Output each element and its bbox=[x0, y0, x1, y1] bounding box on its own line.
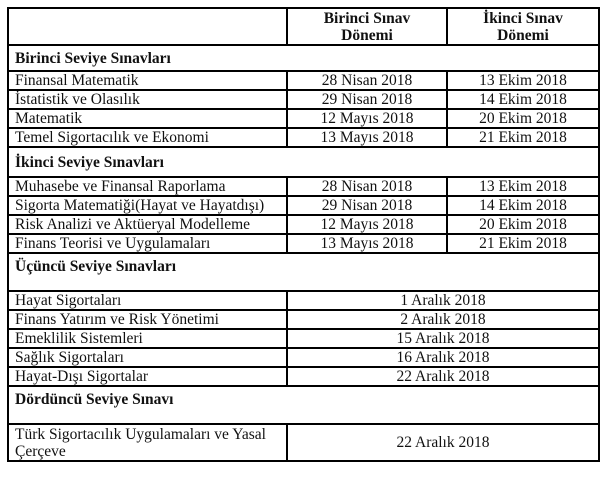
exam-name: Finans Teorisi ve Uygulamaları bbox=[8, 234, 287, 253]
table-row bbox=[8, 367, 599, 386]
section-header-row bbox=[8, 147, 599, 177]
exam-name: Emeklilik Sistemleri bbox=[8, 329, 287, 348]
exam-date: 22 Aralık 2018 bbox=[287, 424, 599, 461]
exam-name: Temel Sigortacılık ve Ekonomi bbox=[8, 128, 287, 147]
table-row bbox=[8, 90, 599, 109]
second-period-date: 20 Ekim 2018 bbox=[447, 215, 599, 234]
table-row bbox=[8, 177, 599, 196]
table-row bbox=[8, 291, 599, 310]
table-row bbox=[8, 196, 599, 215]
second-period-date: 13 Ekim 2018 bbox=[447, 71, 599, 90]
first-period-date: 28 Nisan 2018 bbox=[287, 177, 447, 196]
exam-date: 2 Aralık 2018 bbox=[287, 310, 599, 329]
exam-name: Matematik bbox=[8, 109, 287, 128]
exam-date: 15 Aralık 2018 bbox=[287, 329, 599, 348]
exam-name: Risk Analizi ve Aktüeryal Modelleme bbox=[8, 215, 287, 234]
section-title: Dördüncü Seviye Sınavı bbox=[8, 386, 599, 424]
exam-schedule-table bbox=[7, 7, 600, 462]
section-header-row bbox=[8, 253, 599, 291]
first-period-date: 13 Mayıs 2018 bbox=[287, 234, 447, 253]
table-row bbox=[8, 215, 599, 234]
exam-name: Hayat-Dışı Sigortalar bbox=[8, 367, 287, 386]
table-row bbox=[8, 109, 599, 128]
first-period-date: 12 Mayıs 2018 bbox=[287, 215, 447, 234]
exam-date: 22 Aralık 2018 bbox=[287, 367, 599, 386]
header-second-period-line2: Dönemi bbox=[497, 26, 549, 44]
header-second-period-line1: İkinci Sınav bbox=[483, 9, 563, 27]
exam-name: Sigorta Matematiği(Hayat ve Hayatdışı) bbox=[8, 196, 287, 215]
second-period-date: 14 Ekim 2018 bbox=[447, 90, 599, 109]
exam-name: Finans Yatırım ve Risk Yönetimi bbox=[8, 310, 287, 329]
table-header-row bbox=[8, 8, 599, 45]
header-second-period bbox=[447, 8, 599, 45]
exam-name: Muhasebe ve Finansal Raporlama bbox=[8, 177, 287, 196]
second-period-date: 13 Ekim 2018 bbox=[447, 177, 599, 196]
first-period-date: 29 Nisan 2018 bbox=[287, 90, 447, 109]
table-row bbox=[8, 424, 599, 461]
first-period-date: 12 Mayıs 2018 bbox=[287, 109, 447, 128]
exam-date: 16 Aralık 2018 bbox=[287, 348, 599, 367]
section-header-row bbox=[8, 45, 599, 71]
table-row bbox=[8, 310, 599, 329]
exam-name: Türk Sigortacılık Uygulamaları ve Yasal Çerçeve bbox=[8, 424, 287, 461]
header-blank bbox=[8, 8, 287, 45]
exam-date: 1 Aralık 2018 bbox=[287, 291, 599, 310]
exam-name: İstatistik ve Olasılık bbox=[8, 90, 287, 109]
first-period-date: 28 Nisan 2018 bbox=[287, 71, 447, 90]
second-period-date: 21 Ekim 2018 bbox=[447, 234, 599, 253]
second-period-date: 20 Ekim 2018 bbox=[447, 109, 599, 128]
section-title: Birinci Seviye Sınavları bbox=[8, 45, 599, 71]
table-row bbox=[8, 128, 599, 147]
second-period-date: 14 Ekim 2018 bbox=[447, 196, 599, 215]
header-first-period-line2: Dönemi bbox=[341, 26, 393, 44]
section-header-row bbox=[8, 386, 599, 424]
header-first-period-line1: Birinci Sınav bbox=[323, 9, 411, 27]
section-title: Üçüncü Seviye Sınavları bbox=[8, 253, 599, 291]
section-title: İkinci Seviye Sınavları bbox=[8, 147, 599, 177]
header-first-period bbox=[287, 8, 447, 45]
second-period-date: 21 Ekim 2018 bbox=[447, 128, 599, 147]
table-row bbox=[8, 348, 599, 367]
table-row bbox=[8, 234, 599, 253]
exam-name: Hayat Sigortaları bbox=[8, 291, 287, 310]
first-period-date: 29 Nisan 2018 bbox=[287, 196, 447, 215]
table-row bbox=[8, 329, 599, 348]
exam-name: Finansal Matematik bbox=[8, 71, 287, 90]
exam-name: Sağlık Sigortaları bbox=[8, 348, 287, 367]
table-row bbox=[8, 71, 599, 90]
first-period-date: 13 Mayıs 2018 bbox=[287, 128, 447, 147]
